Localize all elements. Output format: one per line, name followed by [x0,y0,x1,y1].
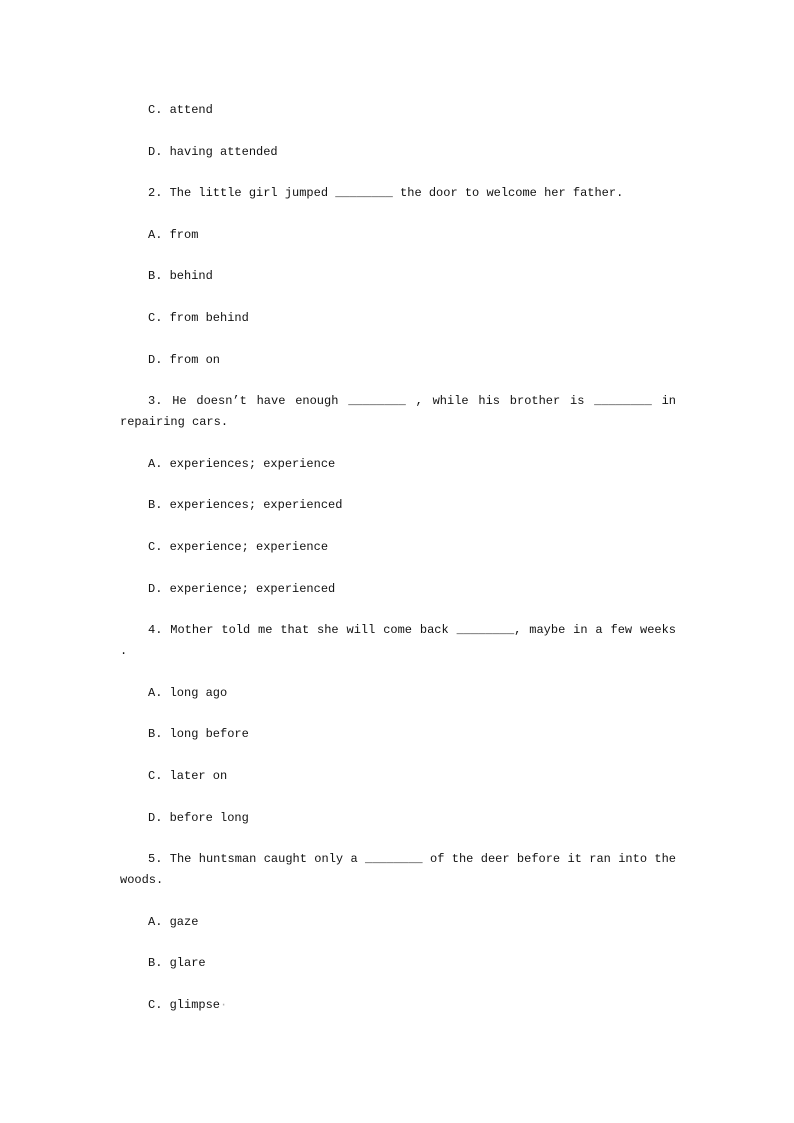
option-a-q2: A. from [148,227,199,242]
option-d-q2: D. from on [148,352,221,367]
question-4: 4. Mother told me that she will come back ________, maybe in a few weeks . [120,623,684,659]
option-d-q3: D. experience; experienced [148,581,336,596]
option-b-q3: B. experiences; experienced [148,498,343,513]
option-b-q2: B. behind [148,269,213,284]
option-d-q4: D. before long [148,810,249,825]
question-2: 2. The little girl jumped ________ the door to welcome her father. [148,186,624,201]
option-c-q4: C. later on [148,768,228,783]
option-a-q3: A. experiences; experience [148,456,336,471]
document-body [120,100,684,1036]
paragraph-end-mark: · [220,997,228,1012]
option-b-q5: B. glare [148,956,206,971]
option-c-q1: C. attend [148,103,213,117]
question-3: 3. He doesn’t have enough ________ , while his brother is ________ in repairing cars. [120,394,684,430]
option-b-q4: B. long before [148,727,249,742]
option-c-q5 [120,995,676,1016]
question-5: 5. The huntsman caught only a ________ of the deer before it ran into the woods. [120,852,684,888]
option-c-q5-text: C. glimpse [148,997,221,1012]
option-a-q4: A. long ago [148,685,228,700]
option-d-q1: D. having attended [148,144,278,159]
option-c-q3: C. experience; experience [148,539,329,554]
option-c-q2: C. from behind [148,310,249,325]
option-a-q5: A. gaze [148,914,199,929]
